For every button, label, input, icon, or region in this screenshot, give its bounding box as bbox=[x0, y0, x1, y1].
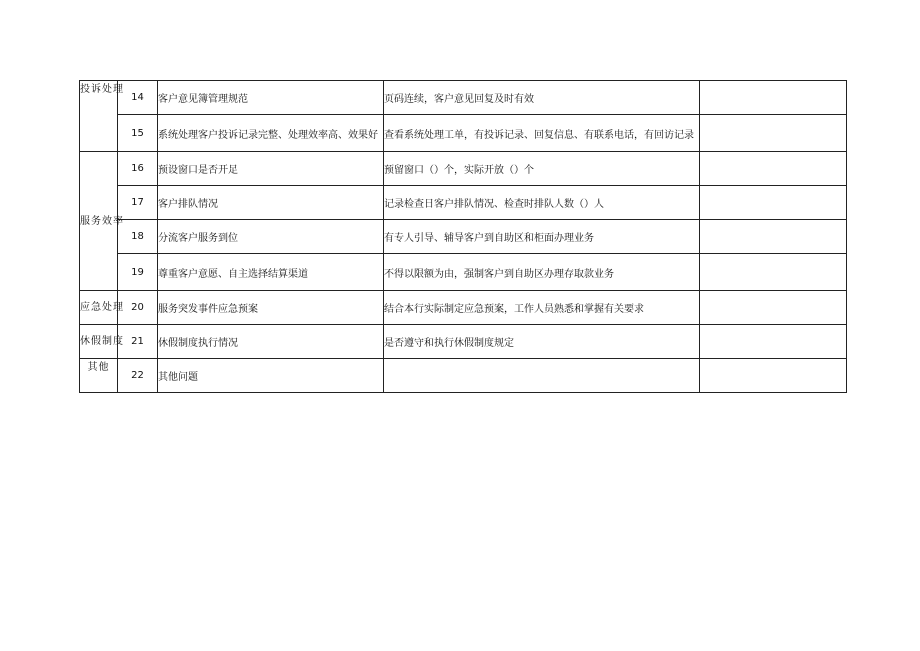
category-cell: 其他 bbox=[80, 359, 118, 393]
row-number: 22 bbox=[118, 359, 158, 393]
result-cell bbox=[700, 152, 847, 186]
check-standard: 预留窗口（）个，实际开放（）个 bbox=[384, 152, 700, 186]
row-number: 19 bbox=[118, 254, 158, 291]
category-cell: 服务效率 bbox=[80, 152, 118, 291]
result-cell bbox=[700, 186, 847, 220]
check-standard: 不得以限额为由，强制客户到自助区办理存取款业务 bbox=[384, 254, 700, 291]
inspection-table bbox=[79, 80, 847, 393]
check-item: 分流客户服务到位 bbox=[158, 220, 384, 254]
check-standard: 结合本行实际制定应急预案，工作人员熟悉和掌握有关要求 bbox=[384, 291, 700, 325]
result-cell bbox=[700, 359, 847, 393]
result-cell bbox=[700, 291, 847, 325]
check-standard: 是否遵守和执行休假制度规定 bbox=[384, 325, 700, 359]
table-row bbox=[80, 254, 847, 291]
row-number: 17 bbox=[118, 186, 158, 220]
row-number: 18 bbox=[118, 220, 158, 254]
category-cell: 休假制度 bbox=[80, 325, 118, 359]
check-item: 系统处理客户投诉记录完整、处理效率高、效果好 bbox=[158, 115, 384, 152]
check-standard bbox=[384, 359, 700, 393]
check-standard: 查看系统处理工单，有投诉记录、回复信息、有联系电话，有回访记录 bbox=[384, 115, 700, 152]
table-row bbox=[80, 115, 847, 152]
table-row bbox=[80, 325, 847, 359]
row-number: 20 bbox=[118, 291, 158, 325]
table-row bbox=[80, 81, 847, 115]
check-standard: 页码连续，客户意见回复及时有效 bbox=[384, 81, 700, 115]
result-cell bbox=[700, 115, 847, 152]
row-number: 14 bbox=[118, 81, 158, 115]
row-number: 15 bbox=[118, 115, 158, 152]
category-cell: 投诉处理 bbox=[80, 81, 118, 152]
check-item: 其他问题 bbox=[158, 359, 384, 393]
result-cell bbox=[700, 81, 847, 115]
check-item: 预设窗口是否开足 bbox=[158, 152, 384, 186]
result-cell bbox=[700, 325, 847, 359]
check-item: 休假制度执行情况 bbox=[158, 325, 384, 359]
table-row bbox=[80, 186, 847, 220]
table-row bbox=[80, 359, 847, 393]
check-item: 客户意见簿管理规范 bbox=[158, 81, 384, 115]
row-number: 21 bbox=[118, 325, 158, 359]
table-row bbox=[80, 152, 847, 186]
check-item: 客户排队情况 bbox=[158, 186, 384, 220]
check-item: 服务突发事件应急预案 bbox=[158, 291, 384, 325]
result-cell bbox=[700, 254, 847, 291]
check-standard: 记录检查日客户排队情况、检查时排队人数（）人 bbox=[384, 186, 700, 220]
row-number: 16 bbox=[118, 152, 158, 186]
result-cell bbox=[700, 220, 847, 254]
check-item: 尊重客户意愿、自主选择结算渠道 bbox=[158, 254, 384, 291]
check-standard: 有专人引导、辅导客户到自助区和柜面办理业务 bbox=[384, 220, 700, 254]
table-row bbox=[80, 220, 847, 254]
table-row bbox=[80, 291, 847, 325]
category-cell: 应急处理 bbox=[80, 291, 118, 325]
